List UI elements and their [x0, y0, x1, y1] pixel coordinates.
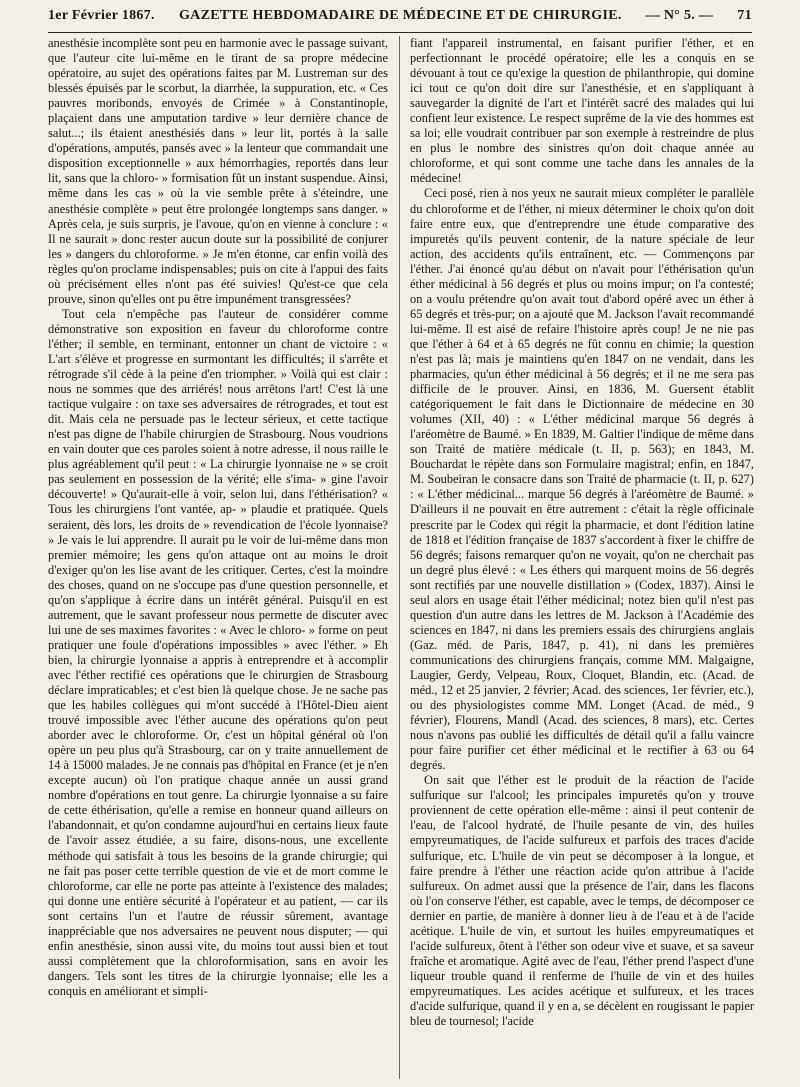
paragraph: Ceci posé, rien à nos yeux ne saurait mieux compléter le parallèle du chloroforme et de l'éther, ni mieux déterminer le choix qu'on doit faire entre eux, que d'entreprendre une étude comparative des impuretés qu'ils peuvent contenir, de la nature spéciale de leur action, des accidents qu'ils entraînent, etc. — Commençons par l'éther. J'ai énoncé qu'au début on n'avait pour l'éthérisation qu'un éther médicinal à 56 degrés et plus ou moins impur; on l'a contesté; on a voulu prétendre qu'on avait tout d'abord opéré avec un éther à 65 degrés et très-pur; on a ajouté que M. Jackson l'avait recommandé lui-même. Il est aisé de refaire l'histoire après coup! Je ne nie pas que l'éther à 64 et à 65 degrés ne fût connu en chimie; la question n'est pas là; mais je maintiens qu'en 1847 on ne vendait, dans les pharmacies, qu'un éther médicinal à 56 degrés; et il ne me sera pas difficile de le prouver. Ainsi, en 1836, M. Guersent établit catégoriquement le fait dans le Dictionnaire de médecine en 30 volumes (XII, 40) : « L'éther médicinal marque 56 degrés à l'aréomètre de Baumé. » En 1839, M. Galtier l'indique de même dans son Traité de matière médicale (t. II, p. 563); en 1843, M. Bouchardat le répète dans son Formulaire magistral; enfin, en 1847, M. Soubeiran le consacre dans son Traité de pharmacie (t. II, p. 627) : « L'éther médicinal... marque 56 degrés à l'aréomètre de Baumé. » D'ailleurs il ne pouvait en être autrement : c'était la règle officinale prescrite par le Codex qui régit la pharmacie, et dont l'édition latine de 1818 et l'édition française de 1837 s'accordent à fixer le chiffre de 56 degrés; faisons remarquer qu'on ne voyait, qu'on ne cherchait pas un degré plus élevé : « Les éthers qui marquent moins de 56 degrés sont rectifiés par une nouvelle distillation » (Codex, 1837). Ainsi le seul alors en usage était l'éther médicinal; notez bien qu'il n'est pas question d'un autre dans les lettres de M. Jackson à l'Académie des sciences en 1847, ni dans les premiers essais des chirurgiens anglais (Gaz. méd. de Paris, 1847, p. 41), ni dans les premières communications des chirurgiens français, comme MM. Malgaigne, Laugier, Gerdy, Velpeau, Roux, Cloquet, Blandin, etc. (Acad. de méd., 12 et 25 janvier, 2 février; Acad. des sciences, 1er février, etc.), ou des physiologistes comme MM. Longet (Acad. de méd., 9 février), Flourens, Mandl (Acad. des sciences, 8 mars), etc. Certes nous n'avons pas oublié les difficultés de détail qu'il a fallu vaincre pour faire purifier cet éther médicinal et le rectifier à 63 ou 64 degrés.	[410, 186, 754, 773]
left-column	[48, 36, 388, 1082]
header-title: GAZETTE HEBDOMADAIRE DE MÉDECINE ET DE CHIRURGIE.	[178, 8, 622, 23]
paragraph: Tout cela n'empêche pas l'auteur de considérer comme démonstrative son exposition en faveur du chloroforme contre l'éther; il semble, en terminant, entonner un chant de victoire : « L'art s'élève et progresse en surmontant les difficultés; il s'arrête et rétrograde s'il cède à la peine d'en triompher. » Voilà qui est clair : nous ne sommes que des arriérés! nous arrêtons l'art! C'est là une tactique vulgaire : on taxe ses adversaires de rétrogrades, et tout est dit. Mais cela ne persuade pas le lecteur sérieux, et cette tactique n'est pas digne de l'habile chirurgien de Strasbourg. Nous voudrions en vain douter que ces paroles soient à notre adresse, il nous raille le plus agréablement qu'il peut : « La chirurgie lyonnaise ne » se croit pas seulement en possession de la vérité; elle s'ima- » gine l'avoir découverte! » Qu'aurait-elle à voir, selon lui, dans l'éthérisation? « Tous les chirurgiens l'ont vantée, ap- » plaudie et pratiquée. Quels seraient, dès lors, les droits de » revendication de l'école lyonnaise? » Je vais le lui apprendre. Il aurait pu le voir de lui-même dans mon premier mémoire; les gens qu'on attaque ont au moins le droit d'exiger qu'on les lise avant de les critiquer. Certes, c'est la moindre des choses, quand on ne s'occupe pas d'une question personnelle, et qu'on s'applique à écrire dans un intérêt général. Puisqu'il en est autrement, que le savant professeur nous permette de discuter avec lui une de ses maximes favorites : « Avec le chloro- » forme on peut pratiquer une foule d'opérations impossibles » avec l'éther. » Eh bien, la chirurgie lyonnaise a appris à entreprendre et à accomplir avec l'éther rectifié ces opérations que le chirurgien de Strasbourg déclare impraticables; et c'est bien là quelque chose. Je ne sache pas que les habiles collègues qui m'ont succédé à l'Hôtel-Dieu aient trouvé impossible avec l'éther aucune des opérations qu'on peut aborder avec le chloroforme. Or, c'est un hôpital général où l'on opère un peu plus qu'à Strasbourg, car on y traite annuellement de 14 à 15000 malades. Je ne connais pas d'hôpital en France (et je n'en excepte aucun) où l'on pratique chaque année un aussi grand nombre d'opérations en tout genre. La chirurgie lyonnaise a su faire de cette éthérisation, qu'elle a remise en honneur quand ailleurs on l'abandonnait, et qu'on condamne aujourd'hui en certains lieux faute de l'avoir assez étudiée, a su faire, disons-nous, une excellente méthode qui satisfait à tous les besoins de la grande chirurgie; qui ne fait pas poser cette terrible question de vie et de mort comme le chloroforme, car elle ne porte pas atteinte à l'existence des malades; qui donne une entière sécurité à l'opérateur et au patient, — car ils sont certains l'un et l'autre de réussir sûrement, avantage inappréciable que nos adversaires ne peuvent nous disputer; — qui enfin anesthésie, sinon aussi vite, du moins tout aussi bien et tout aussi complètement que la chloroformisation, sans en avoir les dangers. Tels sont les titres de la chirurgie lyonnaise; elle les a conquis en améliorant et simpli-	[48, 306, 388, 998]
header-rule	[48, 32, 752, 33]
right-column	[410, 36, 754, 1082]
header-page-number: 71	[737, 8, 752, 23]
column-divider	[399, 36, 400, 1079]
header-issue: — N° 5. —	[645, 8, 714, 23]
header-date: 1er Février 1867.	[48, 8, 155, 23]
running-header	[48, 4, 752, 28]
paragraph: fiant l'appareil instrumental, en faisant purifier l'éther, et en perfectionnant le procédé opératoire; elle les a conquis en se dévouant à tout ce qu'exige la question de philanthropie, qui domine ici tout ce qu'on doit dire sur l'anesthésie, et en s'appliquant à sauvegarder la dignité de l'art et l'intérêt sacré des malades qui lui confient leur existence. Le respect suprême de la vie des hommes est sa loi; elle voudrait contribuer par son exemple à restreindre de plus en plus le nombre des sinistres qu'on doit chaque année au chloroforme, et qui sont comme une tache dans les annales de la médecine!	[410, 36, 754, 186]
paragraph: anesthésie incomplète sont peu en harmonie avec le passage suivant, que l'auteur cite lui-même en le tirant de sa propre médecine opératoire, au sujet des opérations faites par M. Lustreman sur des blessés épuisés par le scorbut, la diarrhée, la suppuration, etc. « Ces pauvres moribonds, envoyés de Crimée » à Constantinople, plaçaient dans une amputation tardive » leur dernière chance de salut...; ils étaient anesthésiés dans » leur lit, portés à la salle d'opérations, amputés, pansés avec » la lenteur que commandait une disposition exceptionnelle » aux hémorrhagies, reportés dans leur lit, sans que la chloro- » formisation fût un instant suspendue. Ainsi, même dans les cas » où la vie semble prête à s'éteindre, une anesthésie complète » peut être prolongée longtemps sans danger. » Après cela, je suis surpris, je l'avoue, qu'on en vienne à conclure : « Il ne saurait » donc rester aucun doute sur la possibilité de conjurer les » dangers du chloroforme. » Je m'en étonne, car enfin voilà des règles qu'on proclame indispensables; puis on cite à l'appui des faits où précisément elles n'ont pas été suivies! Qu'est-ce que cela prouve, sinon qu'elles ont pu être impunément transgressées?	[48, 36, 388, 306]
paragraph: On sait que l'éther est le produit de la réaction de l'acide sulfurique sur l'alcool; les principales impuretés qu'on y trouve proviennent de cette opération elle-même : ainsi il peut contenir de l'eau, de l'alcool hydraté, de l'huile pesante de vin, des huiles empyreumatiques, de l'acide sulfureux et parfois des traces d'acide sulfurique, etc. L'huile de vin peut se décomposer à la longue, et faire prendre à l'éther une réaction acide qu'on attribue à l'acide sulfureux. On admet aussi que la présence de l'air, dans les flacons où l'on conserve l'éther, est capable, avec le temps, de décomposer ce dernier en partie, de manière à donner lieu à de l'eau et à de l'acide acétique. L'huile de vin, et surtout les huiles empyreumatiques et l'acide sulfureux, ôtent à l'éther son odeur vive et suave, et sa saveur fraîche et aromatique. Agité avec de l'eau, l'éther prend l'aspect d'une liqueur trouble quand il renferme de l'huile de vin et des huiles empyreumatiques. Les acides acétique et sulfureux, et les traces d'acide sulfurique, quand il y en a, se décèlent en rougissant le papier bleu de tournesol; l'acide	[410, 773, 754, 1029]
